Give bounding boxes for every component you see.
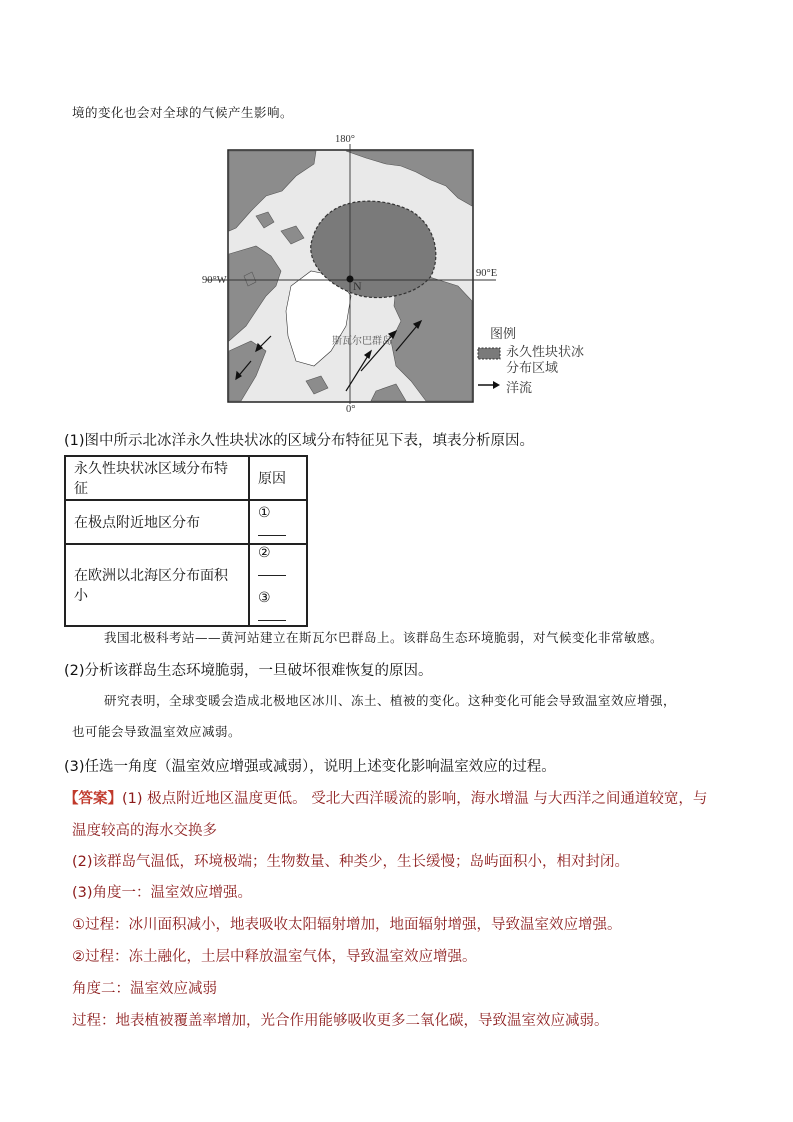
legend-title: 图例 [490,327,517,342]
answer-angle-2: 角度二：温室效应减弱 [72,981,217,997]
legend-ice-label-2: 分布区域 [506,361,559,376]
intro-line: 境的变化也会对全球的气候产生影响。 [72,105,294,120]
answer-tag: 【答案】 [64,791,122,807]
answer-2: (2)该群岛气温低，环境极端；生物数量、种类少，生长缓慢；岛屿面积小，相对封闭。 [72,854,630,870]
answer-1-line-1: 【答案】(1) 极点附近地区温度更低。 受北大西洋暖流的影响，海水增温 与大西洋之间通道较宽，与 [64,791,708,807]
research-line-1: 研究表明，全球变暖会造成北极地区冰川、冻土、植被的变化。这种变化可能会导致温室效应增强， [104,693,677,708]
question-1: (1)图中所示北冰洋永久性块状冰的区域分布特征见下表，填表分析原因。 [64,433,535,449]
legend-ice-swatch [478,348,500,359]
station-text: 我国北极科考站——黄河站建立在斯瓦尔巴群岛上。该群岛生态环境脆弱，对气候变化非常敏感。 [104,630,664,645]
table-row1-feature: 在极点附近地区分布 [65,500,249,544]
map-label-north: N [353,279,362,293]
analysis-table [64,455,308,627]
legend-current-label: 洋流 [506,381,533,396]
map-label-90e: 90°E [476,268,498,279]
question-3: (3)任选一角度（温室效应增强或减弱），说明上述变化影响温室效应的过程。 [64,759,556,775]
answer-process-1: ①过程：冰川面积减小，地表吸收太阳辐射增加，地面辐射增强，导致温室效应增强。 [72,917,622,933]
map-label-0: 0° [346,404,356,415]
table-row1-reason: ① [249,500,307,544]
table-row2-reason: ② ③ [249,544,307,626]
answer-1-line-2: 温度较高的海水交换多 [72,823,217,839]
legend-current-arrow [493,381,500,389]
answer-3: (3)角度一：温室效应增强。 [72,885,253,901]
table-header-reason: 原因 [249,456,307,500]
answer-process-2: ②过程：冻土融化，土层中释放温室气体，导致温室效应增强。 [72,949,477,965]
arctic-map-figure [196,136,606,418]
question-2: (2)分析该群岛生态环境脆弱，一旦破坏很难恢复的原因。 [64,663,433,679]
map-label-svalbard: 斯瓦尔巴群岛 [332,336,392,347]
table-row2-feature: 在欧洲以北海区分布面积小 [65,544,249,626]
map-label-180: 180° [335,134,355,145]
map-label-90w: 90°W [202,275,227,286]
legend-ice-label-1: 永久性块状冰 [506,345,585,360]
research-line-2: 也可能会导致温室效应减弱。 [72,724,242,739]
table-header-feature: 永久性块状冰区域分布特征 [65,456,249,500]
answer-process-3: 过程：地表植被覆盖率增加，光合作用能够吸收更多二氧化碳，导致温室效应减弱。 [72,1013,609,1029]
